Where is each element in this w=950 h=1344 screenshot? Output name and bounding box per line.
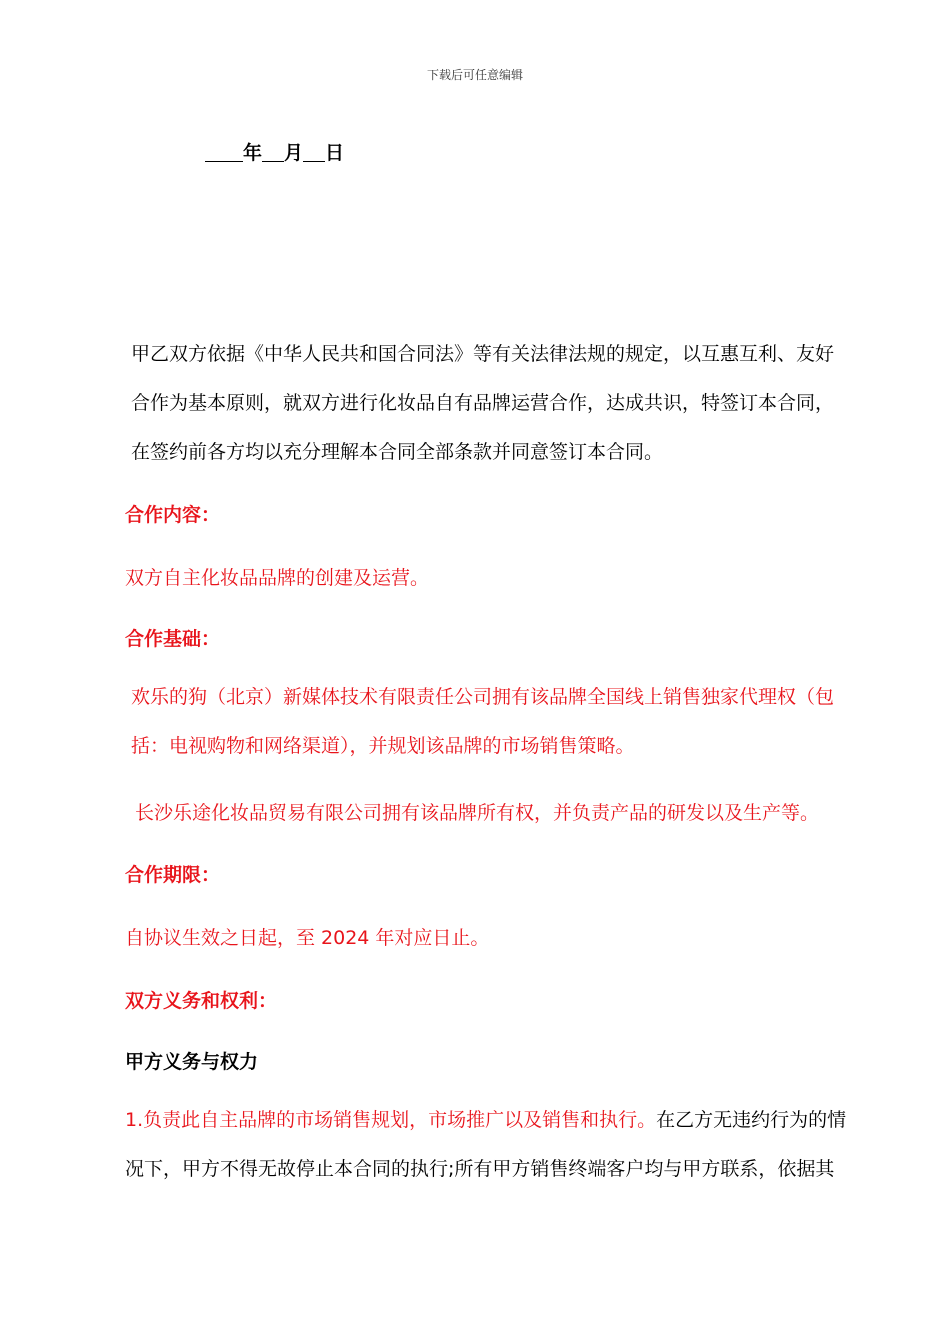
month-blank — [262, 141, 284, 162]
intro-line: 甲乙双方依据《中华人民共和国合同法》等有关法律法规的规定，以互惠互利、友好 — [131, 343, 835, 365]
clause-1-paragraph — [125, 1096, 846, 1194]
clause-1-line-2: 况下，甲方不得无故停止本合同的执行;所有甲方销售终端客户均与甲方联系，依据其 — [125, 1158, 835, 1180]
intro-line: 合作为基本原则，就双方进行化妆品自有品牌运营合作，达成共识，特签订本合同， — [131, 392, 835, 414]
intro-paragraph — [131, 330, 861, 477]
basis-line: 欢乐的狗（北京）新媒体技术有限责任公司拥有该品牌全国线上销售独家代理权（包 — [131, 686, 835, 708]
cooperation-basis-text-2: 长沙乐途化妆品贸易有限公司拥有该品牌所有权，并负责产品的研发以及生产等。 — [135, 802, 820, 824]
clause-1-black-text: 在乙方无违约行为的情 — [656, 1109, 847, 1131]
cooperation-basis-heading: 合作基础： — [125, 628, 221, 650]
day-label: 日 — [325, 142, 345, 164]
cooperation-term-text: 自协议生效之日起，至 2024 年对应日止。 — [125, 927, 490, 949]
cooperation-basis-paragraph — [131, 673, 834, 771]
month-label: 月 — [284, 142, 304, 164]
intro-line: 在签约前各方均以充分理解本合同全部条款并同意签订本合同。 — [131, 441, 664, 463]
year-blank — [205, 141, 243, 162]
clause-1-red-text: 1.负责此自主品牌的市场销售规划，市场推广以及销售和执行。 — [125, 1109, 657, 1131]
basis-line: 括：电视购物和网络渠道），并规划该品牌的市场销售策略。 — [131, 735, 635, 757]
page-header-note: 下载后可任意编辑 — [426, 68, 523, 82]
duties-rights-heading: 双方义务和权利： — [125, 990, 278, 1012]
cooperation-content-text: 双方自主化妆品品牌的创建及运营。 — [125, 567, 430, 589]
cooperation-term-heading: 合作期限： — [125, 864, 221, 886]
clause-1-line — [125, 1096, 846, 1145]
day-blank — [303, 141, 325, 162]
party-a-heading: 甲方义务与权力 — [125, 1051, 259, 1073]
signing-date-line — [205, 138, 344, 165]
year-label: 年 — [243, 142, 263, 164]
cooperation-content-heading: 合作内容： — [125, 504, 221, 526]
